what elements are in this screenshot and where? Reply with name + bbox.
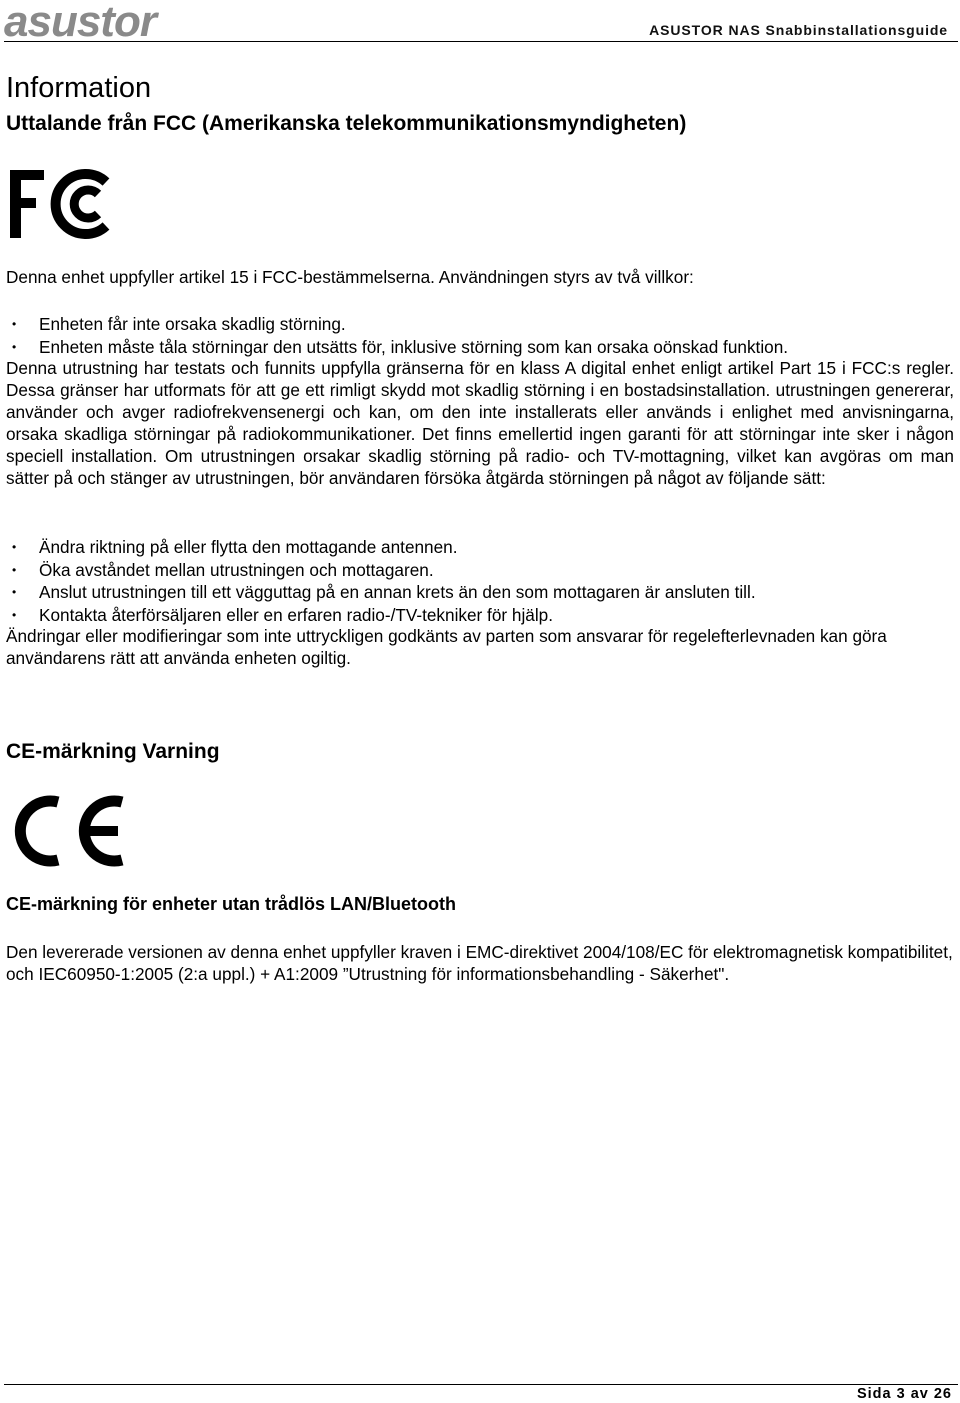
bullet-icon: • xyxy=(12,317,17,331)
ce-logo xyxy=(6,788,134,872)
footer-divider xyxy=(4,1384,958,1385)
document-title: ASUSTOR NAS Snabbinstallationsguide xyxy=(649,22,948,38)
ce-body: Den levererade versionen av denna enhet uppfyller kraven i EMC-direktivet 2004/108/EC för elektromagnetisk kompatibilitet, och IEC60950-1:2005 (2:a uppl.) + A1:2009 ”Utrustning för informationsbehandling - Säkerhet". xyxy=(6,942,953,984)
bullet-icon: • xyxy=(12,540,17,554)
page-title: Information xyxy=(6,72,152,104)
fcc-section-heading: Uttalande från FCC (Amerikanska telekommunikationsmyndigheten) xyxy=(6,112,687,135)
list-item: • Öka avståndet mellan utrustningen och mottagaren. xyxy=(12,559,434,580)
fcc-logo xyxy=(8,164,116,242)
svg-text:asustor: asustor xyxy=(4,2,156,42)
asustor-logo xyxy=(4,2,200,42)
fcc-closing: Ändringar eller modifieringar som inte uttryckligen godkänts av parten som ansvarar för regelefterlevnaden kan göra användarens rätt att använda enheten ogiltig. xyxy=(6,626,887,668)
bullet-icon: • xyxy=(12,562,17,577)
list-item: • Kontakta återförsäljaren eller en erfaren radio-/TV-tekniker för hjälp. xyxy=(12,604,553,625)
fcc-body: Denna utrustning har testats och funnits uppfylla gränserna för en klass A digital enhet enligt artikel Part 15 i FCC:s regler. Dessa gränser har utformats för att ge ett rimligt skydd mot skadlig störning i en bostadsinstallation. utrustningen genererar, använder och avger radiofrekvensenergi och kan, om den inte installerats eller används i enlighet med anvisningarna, orsaka skadliga störningar på radiokommunikationer. Det finns emellertid ingen garanti för att störningar inte sker i någon speciell installation. Om utrustningen orsakar skadlig störning på radio- och TV-mottagning, vilket kan avgöras om man sätter på och stänger av utrustningen, bör användaren försöka åtgärda störningen på något av följande sätt: xyxy=(6,358,954,488)
bullet-icon: • xyxy=(12,607,17,622)
page-number: Sida 3 av 26 xyxy=(856,1386,952,1402)
page-header xyxy=(0,0,960,46)
bullet-icon: • xyxy=(12,339,17,354)
list-item: • Enheten får inte orsaka skadlig störning. xyxy=(12,314,346,334)
fcc-measures-list xyxy=(6,536,954,626)
bullet-icon: • xyxy=(12,585,17,599)
header-divider xyxy=(4,41,958,42)
list-item: • Anslut utrustningen till ett vägguttag på en annan krets än den som mottagaren är ansluten till. xyxy=(12,582,756,602)
fcc-intro: Denna enhet uppfyller artikel 15 i FCC-bestämmelserna. Användningen styrs av två villkor: xyxy=(6,267,694,287)
list-item: • Enheten måste tåla störningar den utsätts för, inklusive störning som kan orsaka oönskad funktion. xyxy=(12,336,789,357)
fcc-conditions-list xyxy=(6,313,954,358)
ce-subheading: CE-märkning för enheter utan trådlös LAN/Bluetooth xyxy=(6,894,457,914)
list-item: • Ändra riktning på eller flytta den mottagande antennen. xyxy=(12,537,458,557)
ce-section-heading: CE-märkning Varning xyxy=(6,740,220,763)
